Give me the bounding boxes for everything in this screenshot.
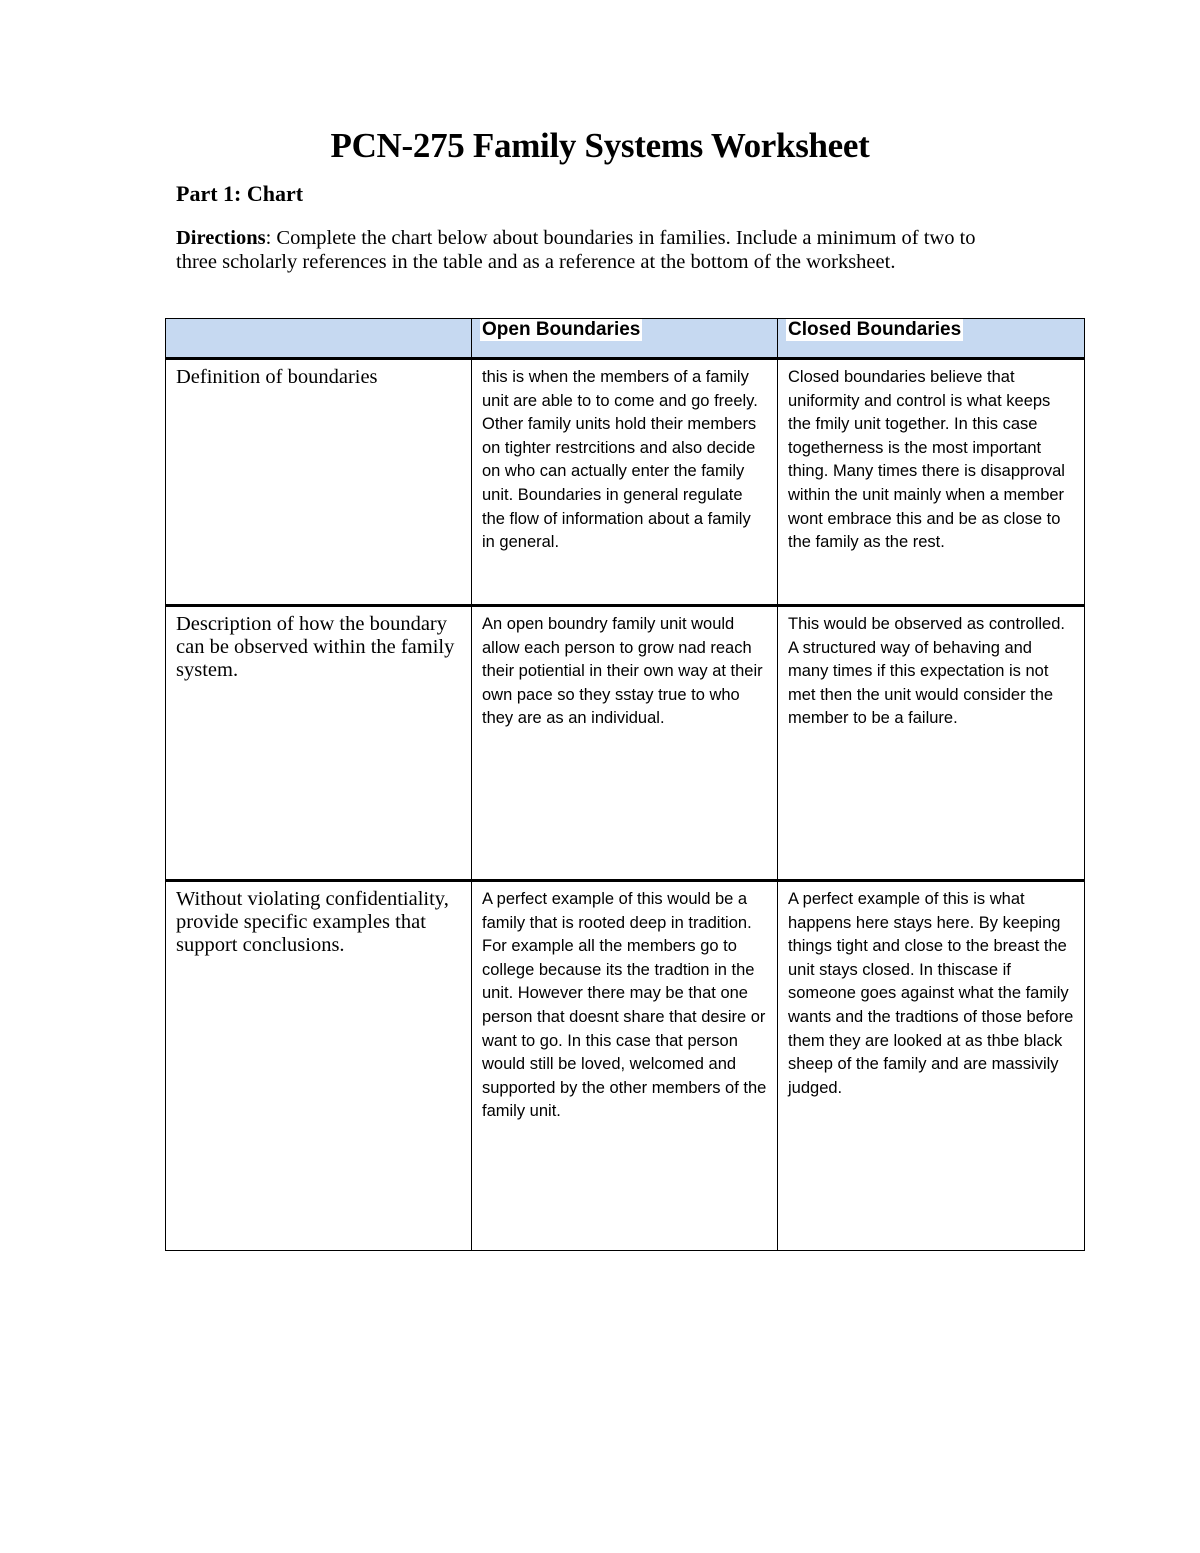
part-heading: Part 1: Chart [176,181,304,206]
boundaries-chart [165,318,1085,1251]
closed-boundaries-cell: A perfect example of this is what happens here stays here. By keeping things tight and close to the breast the unit stays closed. In thiscase if someone goes against what the family wants and the tradtions of those before them they are looked at as thbe black sheep of the family and are massivily judged. [778,881,1085,1251]
table-header-row [166,319,1085,359]
open-boundaries-cell: A perfect example of this would be a family that is rooted deep in tradition. For example all the members go to college because its the tradtion in the unit. However there may be that one person that doesnt share that desire or want to go. In this case that person would still be loved, welcomed and supported by the other members of the family unit. [472,881,778,1251]
open-boundaries-cell: this is when the members of a family unit are able to to come and go freely. Other family units hold their members on tighter restrcitions and also decide on who can actually enter the family unit. Boundaries in general regulate the flow of information about a family in general. [472,359,778,606]
row-label: Definition of boundaries [166,359,472,606]
row-label: Description of how the boundary can be observed within the family system. [166,606,472,881]
directions-paragraph [176,226,1016,274]
directions-text: : Complete the chart below about boundaries in families. Include a minimum of two to three scholarly references in the table and as a reference at the bottom of the worksheet. [176,227,976,273]
header-open-label: Open Boundaries [482,319,641,340]
table-row [166,606,1085,881]
header-closed-boundaries [778,319,1085,359]
directions-label: Directions [176,227,266,249]
header-closed-label: Closed Boundaries [788,319,962,340]
table-row [166,359,1085,606]
closed-boundaries-cell: Closed boundaries believe that uniformity and control is what keeps the fmily unit together. In this case togetherness is the most important thing. Many times there is disapproval within the unit mainly when a member wont embrace this and be as close to the family as the rest. [778,359,1085,606]
closed-boundaries-cell: This would be observed as controlled. A structured way of behaving and many times if this expectation is not met then the unit would consider the member to be a failure. [778,606,1085,881]
row-label: Without violating confidentiality, provide specific examples that support conclusions. [166,881,472,1251]
open-boundaries-cell: An open boundry family unit would allow each person to grow nad reach their potiential in their own way at their own pace so they sstay true to who they are as an individual. [472,606,778,881]
header-empty-cell [166,319,472,359]
page-title: PCN-275 Family Systems Worksheet [330,126,870,165]
header-open-boundaries [472,319,778,359]
table-row [166,881,1085,1251]
